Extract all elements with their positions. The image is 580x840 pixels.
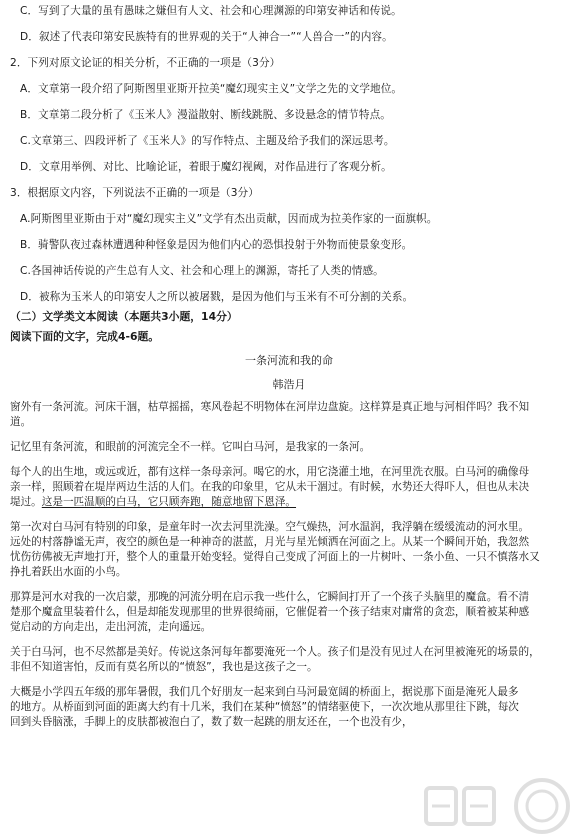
p4-line-4: 挣扎着跃出水面的小鸟。 [10, 566, 127, 578]
paragraph-5 [10, 590, 568, 635]
paragraph-7 [10, 685, 568, 730]
q1-option-d: D．叙述了代表印第安民族特有的世界观的关于“人神合一”“人兽合一”的内容。 [20, 31, 393, 43]
paragraph-4 [10, 520, 568, 580]
section-2-header: （二）文学类文本阅读（本题共3小题，14分） [10, 310, 238, 323]
question-1-options [10, 4, 568, 44]
paragraph-1 [10, 400, 568, 430]
q3-option-a: A.阿斯图里亚斯由于对“魔幻现实主义”文学有杰出贡献，因而成为拉美作家的一面旗帜。 [20, 213, 438, 225]
p3-line-3 [10, 495, 568, 510]
p4-line-1: 第一次对白马河有特别的印象，是童年时一次去河里洗澡。空气燥热，河水温润，我浮躺在缓缓流动的河水里。 [10, 521, 530, 533]
q2-option-b: B．文章第二段分析了《玉米人》漫溢散射、断线跳脱、多设悬念的情节特点。 [20, 109, 391, 121]
p2-line-1: 记忆里有条河流，和眼前的河流完全不一样。它叫白马河，是我家的一条河。 [10, 441, 371, 453]
article-author: 韩浩月 [272, 378, 306, 391]
p6-line-1: 关于白马河，也不尽然都是美好。传说这条河每年都要淹死一个人。孩子们是没有见过人在河里被淹死的场景的， [10, 646, 540, 658]
p5-line-3: 觉启动的方向走出，走出河流，走向遥远。 [10, 621, 212, 633]
q3-option-d: D．被称为玉米人的印第安人之所以被屠戮，是因为他们与玉米有不可分割的关系。 [20, 291, 414, 303]
q2-option-a: A．文章第一段介绍了阿斯图里亚斯开拉美“魔幻现实主义”文学之先的文学地位。 [20, 83, 403, 95]
q3-stem: 3．根据原文内容，下列说法不正确的一项是（3分） [10, 187, 259, 199]
q2-option-c: C.文章第三、四段评析了《玉米人》的写作特点、主题及给予我们的深远思考。 [20, 135, 395, 147]
p4-line-2: 远处的村落静谧无声，夜空的颜色是一种神奇的湛蓝，月光与星光倾洒在河面之上。从某一个瞬间开始，我忽然 [10, 536, 530, 548]
q2-option-d: D．文章用举例、对比、比喻论证，着眼于魔幻视阈，对作品进行了客观分析。 [20, 161, 392, 173]
article-title: 一条河流和我的命 [245, 354, 333, 367]
p6-line-2: 非但不知道害怕，反而有莫名所以的“愤怒”，我也是这孩子之一。 [10, 661, 318, 673]
p4-line-3: 忧伤彷佛被无声地打开，整个人的重量开始变轻。觉得自己变成了河面上的一片树叶、一条小鱼、一只不慎落水又 [10, 551, 540, 563]
q1-option-c: C．写到了大量的虽有愚昧之嫌但有人文、社会和心理渊源的印第安神话和传说。 [20, 5, 402, 17]
paragraph-6 [10, 645, 568, 675]
p3-line-2: 亲一样，照顾着在堤岸两边生活的人们。在我的印象里，它从未干涸过。有时候，水势还大得吓人，但也从未决 [10, 481, 530, 493]
q3-option-b: B．骑警队夜过森林遭遇种种怪象是因为他们内心的恐惧投射于外物而使景象变形。 [20, 239, 413, 251]
q2-stem: 2．下列对原文论证的相关分析，不正确的一项是（3分） [10, 57, 281, 69]
q3-option-c: C.各国神话传说的产生总有人文、社会和心理上的渊源，寄托了人类的情感。 [20, 265, 384, 277]
p3-line-1: 每个人的出生地，或远或近，都有这样一条母亲河。喝它的水，用它浇灌土地，在河里洗衣服。白马河的确像母 [10, 466, 530, 478]
p3-underlined-sentence: 这是一匹温顺的白马，它只顾奔跑，随意地留下恩泽。 [41, 496, 297, 508]
p5-line-2: 楚那个魔盒里装着什么，但是却能发现那里的世界很绮丽，它催促着一个孩子结束对庸常的贪恋，顺着被某种感 [10, 606, 530, 618]
question-3 [10, 186, 568, 304]
p7-line-2: 的地方。从桥面到河面的距离大约有十几米，我们在某种“愤怒”的情绪驱使下，一次次地从那里往下跳，每次 [10, 701, 519, 713]
p1-line-1: 窗外有一条河流。河床干涸，枯草摇摇，寒风卷起不明物体在河岸边盘旋。这样算是真正地与河相伴吗？我不知 [10, 401, 530, 413]
p7-line-3: 回到头昏脑涨，手脚上的皮肤都被泡白了，数了数一起跳的朋友还在，一个也没有少， [10, 716, 413, 728]
section-2-instruction: 阅读下面的文字，完成4-6题。 [10, 330, 160, 343]
p7-line-1: 大概是小学四五年级的那年暑假，我们几个好朋友一起来到白马河最宽阔的桥面上，据说那下面是淹死人最多 [10, 686, 519, 698]
question-2 [10, 56, 568, 174]
paragraph-2 [10, 440, 568, 455]
paragraph-3 [10, 465, 568, 510]
p3-last-plain: 堤过。 [10, 496, 42, 508]
p5-line-1: 那算是河水对我的一次启蒙，那晚的河流分明在启示我一些什么，它瞬间打开了一个孩子头脑里的魔盒。看不清 [10, 591, 530, 603]
p1-line-2: 道。 [10, 416, 32, 428]
